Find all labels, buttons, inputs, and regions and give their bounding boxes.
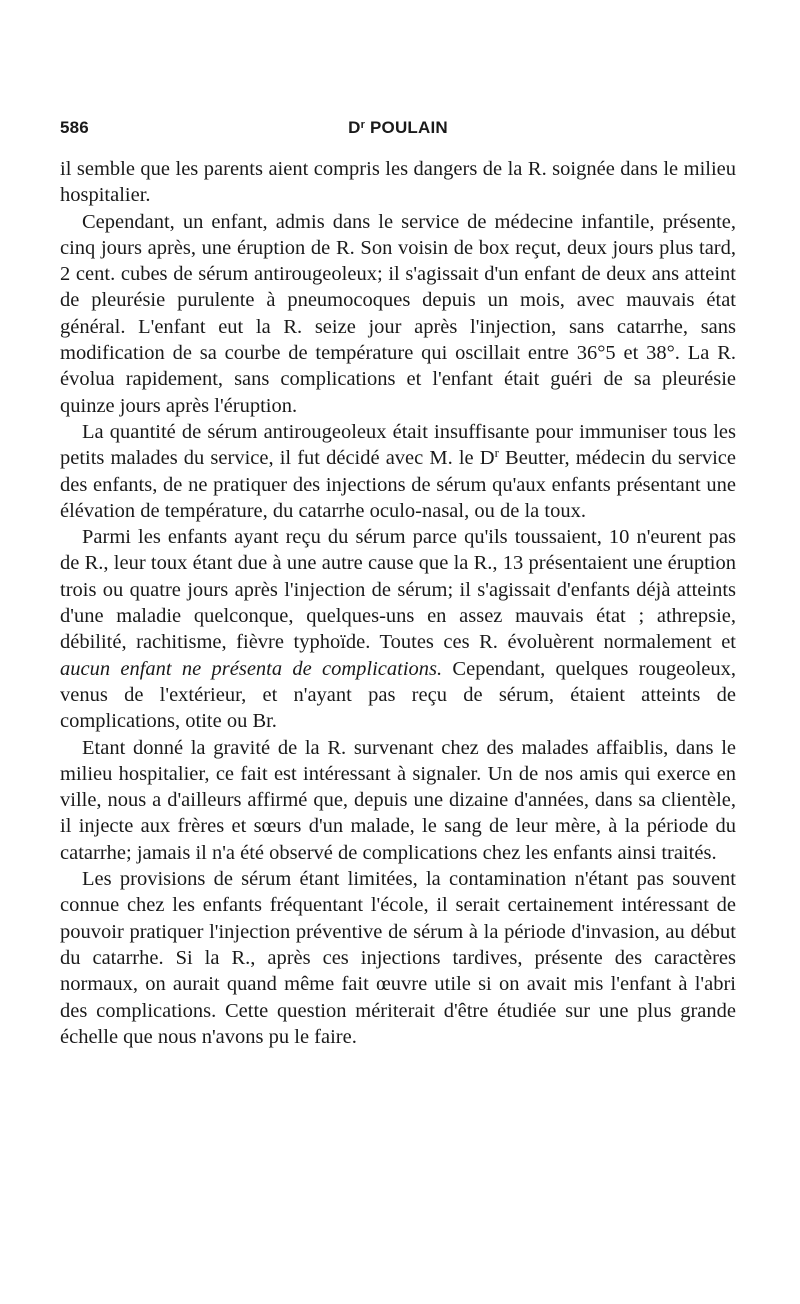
page-number: 586 — [60, 118, 89, 137]
document-page — [60, 112, 736, 1050]
paragraph-3-text-a: La quantité de sérum antirougeoleux était insuffisante pour immuniser tous les petits malades du service, il fut décidé avec M. le D — [60, 420, 736, 470]
running-header — [60, 112, 736, 142]
paragraph-3 — [60, 419, 736, 524]
emphasized-conclusion: aucun enfant ne présenta de complications. — [60, 657, 443, 680]
paragraph-1: il semble que les parents aient compris les dangers de la R. soignée dans le milieu hospitalier. — [60, 158, 736, 207]
paragraph-2: Cependant, un enfant, admis dans le service de médecine infantile, présente, cinq jours après, une éruption de R. Son voisin de box reçut, deux jours plus tard, 2 cent. cubes de sérum antirougeoleux; il s'agissait d'un enfant de deux ans atteint de pleurésie purulente à pneumocoques depuis un mois, avec mauvais état général. L'enfant eut la R. seize jour après l'injection, sans catarrhe, sans modification de sa courbe de température qui oscillait entre 36°5 et 38°. La R. évolua rapidement, sans complications et l'enfant était guéri de sa pleurésie quinze jours après l'éruption. — [60, 210, 736, 417]
paragraph-6: Les provisions de sérum étant limitées, la contamination n'étant pas souvent connue chez les enfants fréquentant l'école, il serait certainement intéressant de pouvoir pratiquer l'injection préventive de sérum à la période d'invasion, au début du catarrhe. Si la R., après ces injections tardives, présente des caractères normaux, on aurait quand même fait œuvre utile si on avait mis l'enfant à l'abri des complications. Cette question mériterait d'être étudiée sur une plus grande échelle que nous n'avons pu le faire. — [60, 868, 736, 1048]
author-title-sup: r — [360, 119, 366, 131]
paragraph-4 — [60, 524, 736, 734]
paragraph-3-text-b: Beutter, médecin du service des enfants, de ne pratiquer des injections de sérum qu'aux enfants présentant une élévation de température, du catarrhe oculo-nasal, ou de la toux. — [60, 447, 736, 522]
author-header — [60, 118, 736, 138]
paragraph-4-text-b: Cependant, quelques rougeoleux, venus de l'extérieur, et n'ayant pas reçu de sérum, étaient atteints de complications, otite ou Br. — [60, 657, 736, 733]
paragraph-5: Etant donné la gravité de la R. survenant chez des malades affaiblis, dans le milieu hospitalier, ce fait est intéressant à signaler. Un de nos amis qui exerce en ville, nous a d'ailleurs affirmé que, depuis une dizaine d'années, dans sa clientèle, il injecte aux frères et sœurs d'un malade, le sang de leur mère, à la période du catarrhe; jamais il n'a été observé de complications chez les enfants ainsi traités. — [60, 736, 736, 864]
author-prefix: D — [348, 118, 361, 137]
doctor-title-sup: r — [494, 445, 499, 461]
author-name: POULAIN — [365, 118, 448, 137]
paragraph-4-text-a: Parmi les enfants ayant reçu du sérum parce qu'ils toussaient, 10 n'eurent pas de R., leur toux étant due à une autre cause que la R., 13 présentaient une éruption trois ou quatre jours après l'injection de sérum; il s'agissait d'enfants déjà atteints d'une maladie quelconque, quelques-uns en assez mauvais état ; athrepsie, débilité, rachitisme, fièvre typhoïde. Toutes ces R. évoluèrent normalement et — [60, 526, 736, 654]
body-text — [60, 156, 736, 1050]
